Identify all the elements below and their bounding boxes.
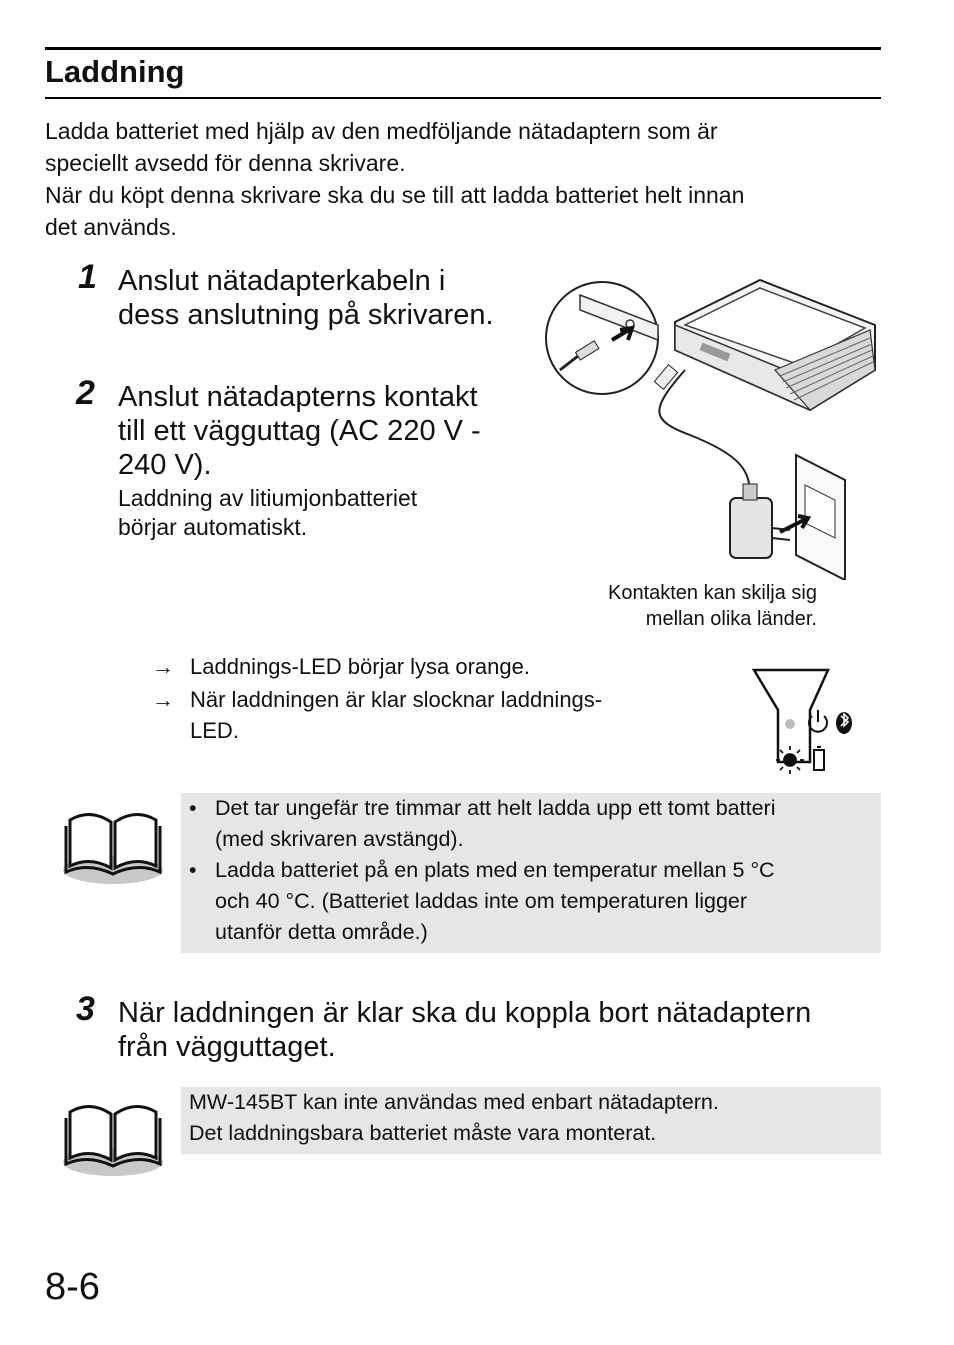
- note-line: (med skrivaren avstängd).: [215, 827, 464, 851]
- step-line: från vägguttaget.: [118, 1031, 336, 1063]
- section-title: Laddning: [45, 54, 185, 89]
- led-note-text: När laddningen är klar slocknar laddnings-: [190, 687, 603, 712]
- intro-line: speciellt avsedd för denna skrivare.: [45, 150, 406, 176]
- battery-icon: [814, 747, 824, 770]
- step-line: 240 V).: [118, 449, 212, 481]
- intro-paragraph: [45, 115, 885, 243]
- led-note-text: Laddnings-LED börjar lysa orange.: [190, 654, 530, 679]
- step-line: till ett vägguttag (AC 220 V -: [118, 415, 481, 447]
- bullet: •: [189, 796, 197, 820]
- note-item: [181, 793, 881, 855]
- bullet: •: [189, 858, 197, 882]
- led-panel-icon: [748, 662, 858, 782]
- detail-line: Laddning av litiumjonbatteriet: [118, 485, 418, 511]
- detail-line: börjar automatiskt.: [118, 514, 308, 540]
- note-list: [181, 793, 881, 948]
- step-line: När laddningen är klar ska du koppla bort nätadaptern: [118, 997, 812, 1029]
- open-book-icon: [58, 1092, 168, 1182]
- power-icon: [809, 710, 827, 732]
- step-text: [118, 996, 811, 1064]
- note-line: Ladda batteriet på en plats med en temperatur mellan 5 °C: [215, 858, 775, 882]
- step-text: [118, 380, 481, 482]
- note-line: Det laddningsbara batteriet måste vara monterat.: [189, 1121, 657, 1145]
- note-line: utanför detta område.): [215, 920, 428, 944]
- note-box: [181, 793, 881, 953]
- bluetooth-icon: [836, 712, 852, 734]
- led-notes: [152, 651, 602, 746]
- status-led-icon: [785, 719, 795, 729]
- title-underline: [45, 97, 881, 99]
- note-line: Det tar ungefär tre timmar att helt ladda upp ett tomt batteri: [215, 796, 776, 820]
- ac-adapter: [730, 498, 772, 558]
- led-note: [152, 684, 602, 746]
- led-note-text: LED.: [190, 718, 239, 743]
- note-line: och 40 °C. (Batteriet laddas inte om temperaturen ligger: [215, 889, 748, 913]
- note-item: [181, 855, 881, 948]
- step-line: Anslut nätadapterns kontakt: [118, 381, 478, 413]
- arrow-icon: →: [152, 687, 174, 712]
- intro-line: det används.: [45, 214, 177, 240]
- intro-line: Ladda batteriet med hjälp av den medföljande nätadaptern som är: [45, 118, 718, 144]
- step-number: 3: [76, 990, 95, 1028]
- figure-caption: [560, 580, 817, 632]
- note-box: [181, 1087, 881, 1154]
- page-number: 8-6: [45, 1266, 100, 1308]
- step-text: [118, 264, 494, 332]
- led-note: [152, 651, 602, 682]
- step-number: 2: [76, 374, 95, 412]
- note-line: MW-145BT kan inte användas med enbart nätadaptern.: [189, 1090, 719, 1114]
- step-line: dess anslutning på skrivaren.: [118, 299, 494, 331]
- printer-illustration: [540, 270, 880, 580]
- caption-line: mellan olika länder.: [645, 608, 817, 630]
- step-line: Anslut nätadapterkabeln i: [118, 265, 446, 297]
- open-book-icon: [58, 800, 168, 890]
- zoom-circle: [546, 282, 658, 394]
- intro-line: När du köpt denna skrivare ska du se till att ladda batteriet helt innan: [45, 182, 745, 208]
- top-rule: [45, 47, 881, 50]
- step-detail: [118, 484, 417, 542]
- arrow-icon: →: [152, 654, 174, 679]
- caption-line: Kontakten kan skilja sig: [607, 582, 817, 604]
- step-number: 1: [78, 258, 97, 296]
